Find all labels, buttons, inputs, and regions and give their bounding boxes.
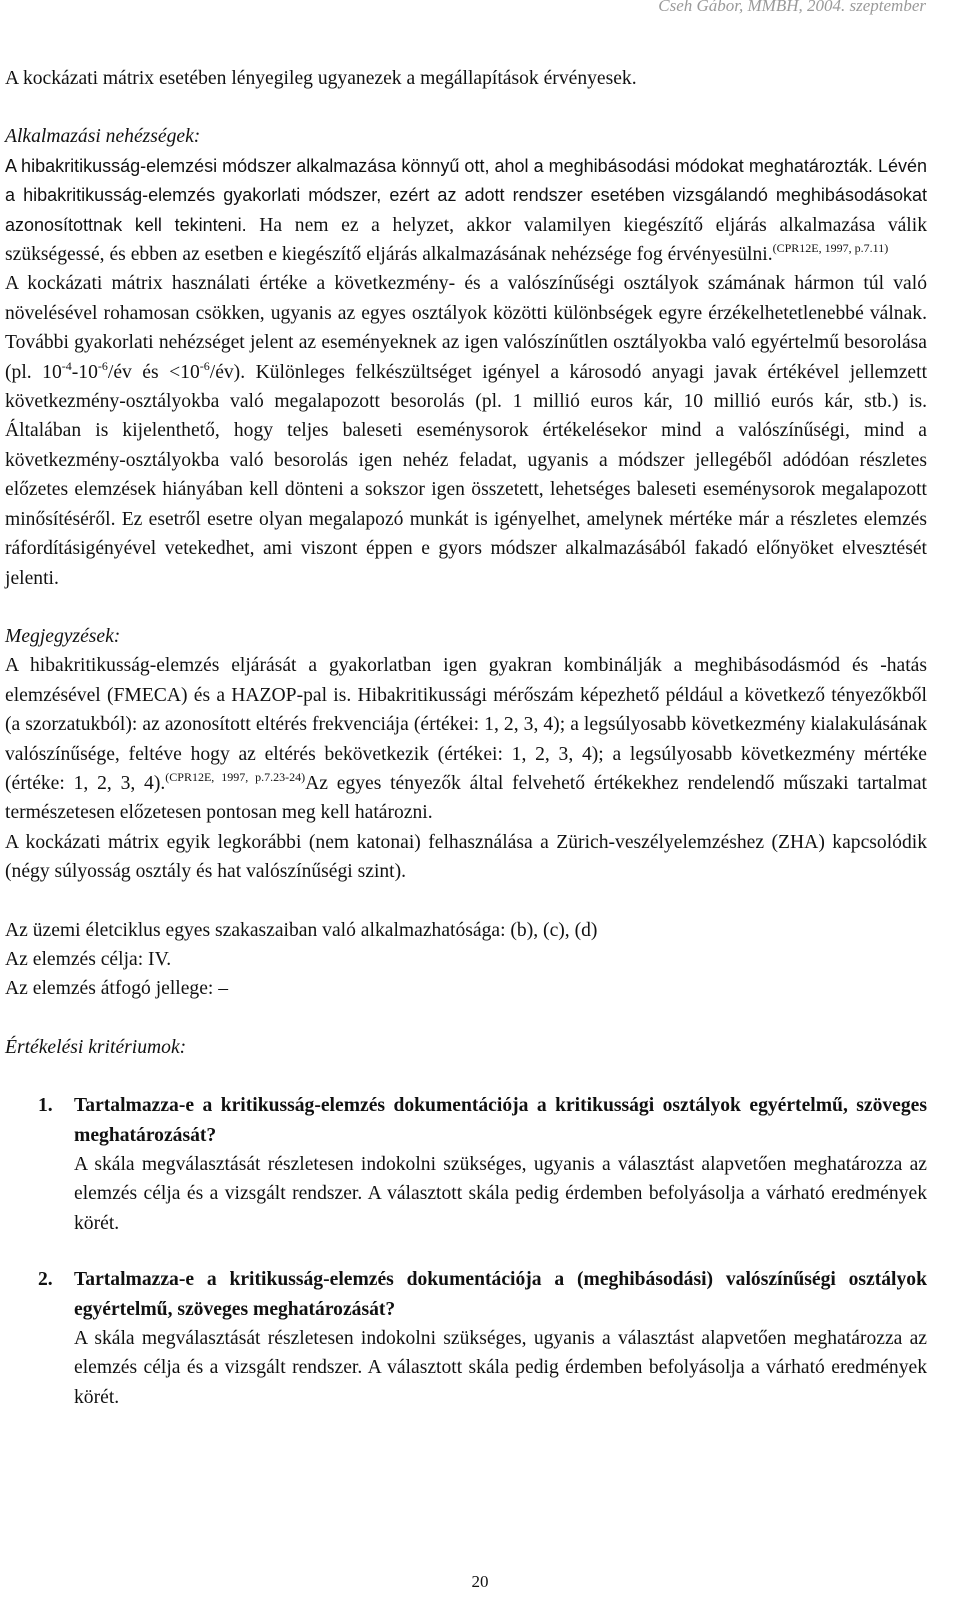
page-number: 20 bbox=[471, 1572, 489, 1591]
difficulties-serif-text: Ha nem ez a helyzet, akkor valamilyen kiegészítő eljárás alkalmazása válik szükségessé, és ebben az esetben e kiegészítő eljárás alkalmazásának nehézsége fog érvényesülni. bbox=[5, 214, 927, 266]
page-body bbox=[5, 64, 927, 1439]
text-segment: A hibakritikusság-elemzés eljárását a gyakorlatban igen gyakran kombinálják a meghibásodásmód és -hatás elemzésével (FMECA) és a HAZOP-pal is. Hibakritikussági mérőszám képezhető például a következő tényezőkből (a szorzatukból): az azonosított eltérés frekvenciája (értékei: 1, 2, 3, 4); a legsúlyosabb következmény kialakulásának valószínűsége, feltéve hogy az eltérés bekövetkezik (értékei: 1, 2, 3, 4); a legsúlyosabb következmény mértéke (értéke: 1, 2, 3, 4). bbox=[5, 655, 927, 794]
criteria-number: 2. bbox=[38, 1269, 53, 1291]
criteria-explanation: A skála megválasztását részletesen indokolni szükséges, ugyanis a választást alapvetően meghatározza az elemzés célja és a vizsgált rendszer. A választott skála pedig érdemben befolyásolja a várható eredmények körét. bbox=[74, 1328, 927, 1408]
difficulties-sans-text: A hibakritikusság-elemzési módszer alkalmazása könnyű ott, ahol a meghibásodási módokat meghatározták. Lévén a hibakritikusság-elemzés gyakorlati módszer, ezért az adott rendszer esetében vizsgálandó meghibásodásokat azonosítottnak kell tekinteni. bbox=[5, 155, 927, 235]
analysis-scope-line: Az elemzés átfogó jellege: – bbox=[5, 978, 229, 1000]
text-segment: -10 bbox=[71, 361, 98, 383]
difficulties-paragraph-2 bbox=[5, 269, 927, 592]
running-header: Cseh Gábor, MMBH, 2004. szeptember bbox=[658, 0, 926, 15]
notes-paragraph-1 bbox=[5, 651, 927, 827]
criteria-item bbox=[5, 1091, 927, 1238]
applicability-line: Az üzemi életciklus egyes szakaszaiban való alkalmazhatósága: (b), (c), (d) bbox=[5, 919, 598, 941]
criteria-explanation: A skála megválasztását részletesen indokolni szükséges, ugyanis a választást alapvetően meghatározza az elemzés célja és a vizsgált rendszer. A választott skála pedig érdemben befolyásolja a várható eredmények körét. bbox=[74, 1154, 927, 1234]
reference-citation: (CPR12E, 1997, p.7.23-24) bbox=[165, 769, 306, 784]
intro-paragraph: A kockázati mátrix esetében lényegileg ugyanezek a megállapítások érvényesek. bbox=[5, 68, 637, 89]
difficulties-paragraph-1 bbox=[5, 152, 927, 270]
criteria-heading: Értékelési kritériumok: bbox=[5, 1036, 187, 1058]
text-segment: /év). Különleges felkészültséget igényel a károsodó anyagi javak értékével jellemzett következmény-osztályokba való megalapozott besorolás (pl. 1 millió euros kár, 10 millió eurós kár, stb.) is. Általában is kijelenthető, hogy teljes baleseti eseménysorok értékelésekor mind a valószínűségi, mind a következmény-osztályokba való besorolás igen nehéz feladat, ugyanis a módszer jellegéből adódóan részletes előzetes elemzések hiányában kell dönteni a sokszor igen összetett, lehetséges baleseti eseménysorok megalapozott minősítéséről. Ez esetről esetre olyan megalapozó munkát is igényelhet, amelynek mértéke már a részletes elemzés ráfordításigényével vetekedhet, ami viszont éppen e gyors módszer alkalmazásából fakadó előnyöket elvesztését jelenti. bbox=[5, 361, 928, 589]
difficulties-heading: Alkalmazási nehézségek: bbox=[5, 126, 201, 148]
criteria-question: Tartalmazza-e a kritikusság-elemzés dokumentációja a kritikussági osztályok egyértelmű, szöveges meghatározását? bbox=[74, 1095, 927, 1146]
exponent: -4 bbox=[61, 358, 72, 373]
notes-heading: Megjegyzések: bbox=[5, 625, 121, 647]
criteria-number: 1. bbox=[38, 1095, 53, 1117]
notes-paragraph-2: A kockázati mátrix egyik legkorábbi (nem katonai) felhasználása a Zürich-veszélyelemzéshez (ZHA) kapcsolódik (négy súlyosság osztály és hat valószínűségi szint). bbox=[5, 831, 927, 883]
text-segment: /év és <10 bbox=[107, 361, 200, 383]
reference-citation: (CPR12E, 1997, p.7.11) bbox=[772, 241, 889, 256]
analysis-goal-line: Az elemzés célja: IV. bbox=[5, 948, 172, 970]
criteria-question: Tartalmazza-e a kritikusság-elemzés dokumentációja a (meghibásodási) valószínűségi osztályok egyértelmű, szöveges meghatározását? bbox=[74, 1269, 927, 1320]
criteria-list bbox=[5, 1091, 927, 1412]
criteria-item bbox=[5, 1265, 927, 1412]
exponent: -6 bbox=[199, 358, 210, 373]
text-segment: Az egyes tényezők által felvehető értékekhez rendelendő műszaki tartalmat természetesen előzetesen pontosan meg kell határozni. bbox=[5, 772, 927, 824]
exponent: -6 bbox=[97, 358, 108, 373]
text-segment: A kockázati mátrix használati értéke a következmény- és a valószínűségi osztályok számának hármon túl való növelésével rohamosan csökken, ugyanis az egyes osztályok közötti különbségek egyre érzékelhetetlenebbé válnak. További gyakorlati nehézséget jelent az eseményeknek az igen valószínűtlen osztályokba való egyértelmű besorolása (pl. 10 bbox=[5, 273, 927, 383]
